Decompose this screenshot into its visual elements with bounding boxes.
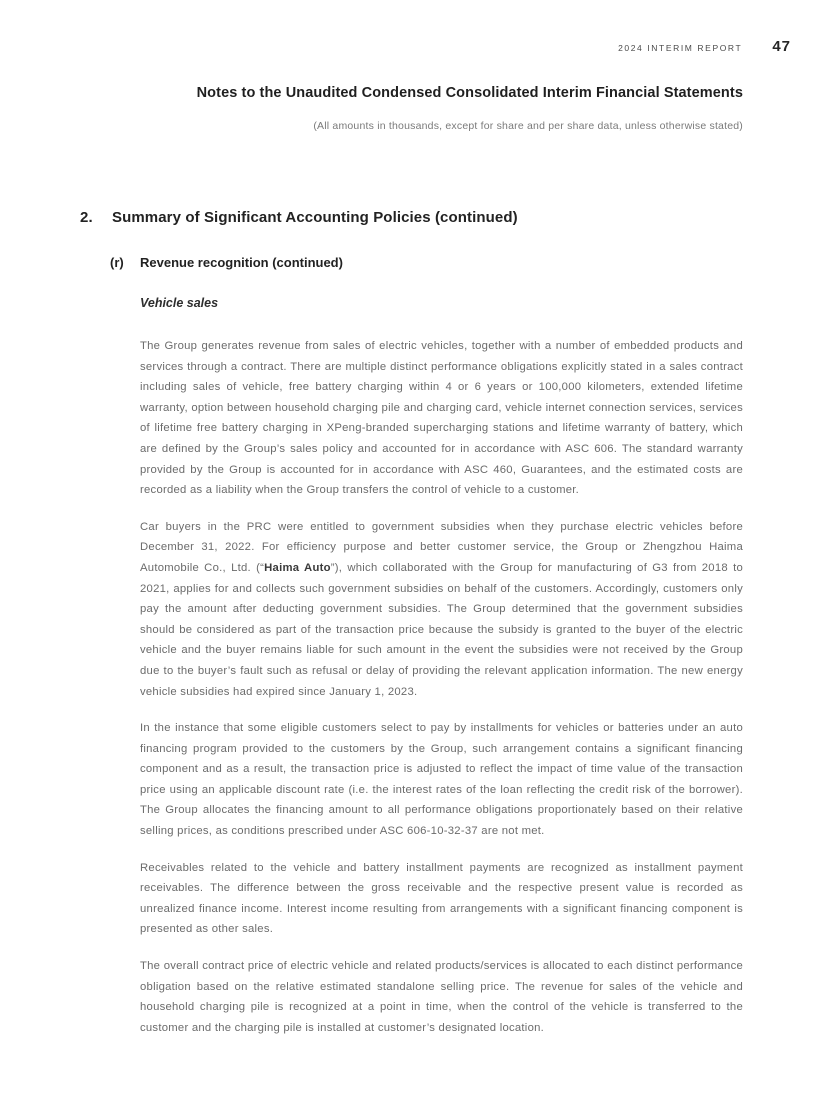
subsection-label: (r): [110, 255, 124, 270]
section-number: 2.: [80, 209, 93, 226]
section-heading: [80, 209, 743, 226]
paragraph-2-post: ”), which collaborated with the Group for manufacturing of G3 from 2018 to 2021, applies for and collects such government subsidies on behalf of the customers. Accordingly, customers only pay the amount after deducting government subsidies. The Group determined that the government subsidies should be considered as part of the transaction price because the subsidy is granted to the buyer of the electric vehicle and the buyer remains liable for such amount in the event the subsidies were not received by the Group due to the buyer’s fault such as refusal or delay of providing the relevant application information. The new energy vehicle subsidies had expired since January 1, 2023.: [140, 561, 743, 698]
haima-auto-bold: Haima Auto: [264, 561, 331, 574]
paragraph-1: The Group generates revenue from sales of electric vehicles, together with a number of embedded products and services through a contract. There are multiple distinct performance obligations explicitly stated in a sales contract including sales of vehicle, free battery charging within 4 or 6 years or 100,000 kilometers, extended lifetime warranty, option between household charging pile and charging card, vehicle internet connection services, services of lifetime free battery charging in XPeng-branded supercharging stations and lifetime warranty of battery, which are defined by the Group’s sales policy and accounted for in accordance with ASC 606. The standard warranty provided by the Group is accounted for in accordance with ASC 460, Guarantees, and the estimated costs are recorded as a liability when the Group transfers the control of vehicle to a customer.: [140, 340, 743, 497]
subsection-heading: [80, 255, 743, 270]
page-header: [80, 38, 791, 55]
document-title: Notes to the Unaudited Condensed Consolidated Interim Financial Statements: [196, 85, 743, 101]
subsection-title: Revenue recognition (continued): [140, 255, 343, 270]
paragraph-3: In the instance that some eligible customers select to pay by installments for vehicles or batteries under an auto financing program provided to the customers by the Group, such arrangement contains a significant financing component and as a result, the transaction price is adjusted to reflect the impact of time value of the transaction price using an applicable discount rate (i.e. the interest rates of the loan reflecting the credit risk of the borrower). The Group allocates the financing amount to all performance obligations proportionately based on their relative selling prices, as conditions prescribed under ASC 606-10-32-37 are not met.: [140, 722, 743, 838]
report-label: 2024 INTERIM REPORT: [618, 43, 743, 53]
paragraph-5: The overall contract price of electric vehicle and related products/services is allocated to each distinct performance obligation based on the relative estimated standalone selling price. The revenue for sales of the vehicle and household charging pile is recognized at a point in time, when the control of the vehicle is transferred to the customer and the charging pile is installed at customer’s designated location.: [140, 960, 743, 1034]
paragraph-4: Receivables related to the vehicle and battery installment payments are recognized as installment payment receivables. The difference between the gross receivable and the respective present value is recorded as unrealized finance income. Interest income resulting from arrangements with a significant financing component is presented as other sales.: [140, 861, 743, 936]
paragraph-2: [140, 517, 743, 702]
vehicle-sales-heading: Vehicle sales: [140, 296, 219, 310]
document-subtitle: (All amounts in thousands, except for share and per share data, unless otherwise stated): [313, 120, 743, 132]
paragraph-2-pre: Car buyers in the PRC were entitled to government subsidies when they purchase electric vehicles before December 31, 2022. For efficiency purpose and better customer service, the Group or Zhengzhou Haima Automobile Co., Ltd. (“: [140, 520, 743, 574]
body-content: [80, 296, 743, 1038]
page-number: 47: [772, 38, 791, 55]
section-title: Summary of Significant Accounting Policies (continued): [112, 209, 518, 226]
